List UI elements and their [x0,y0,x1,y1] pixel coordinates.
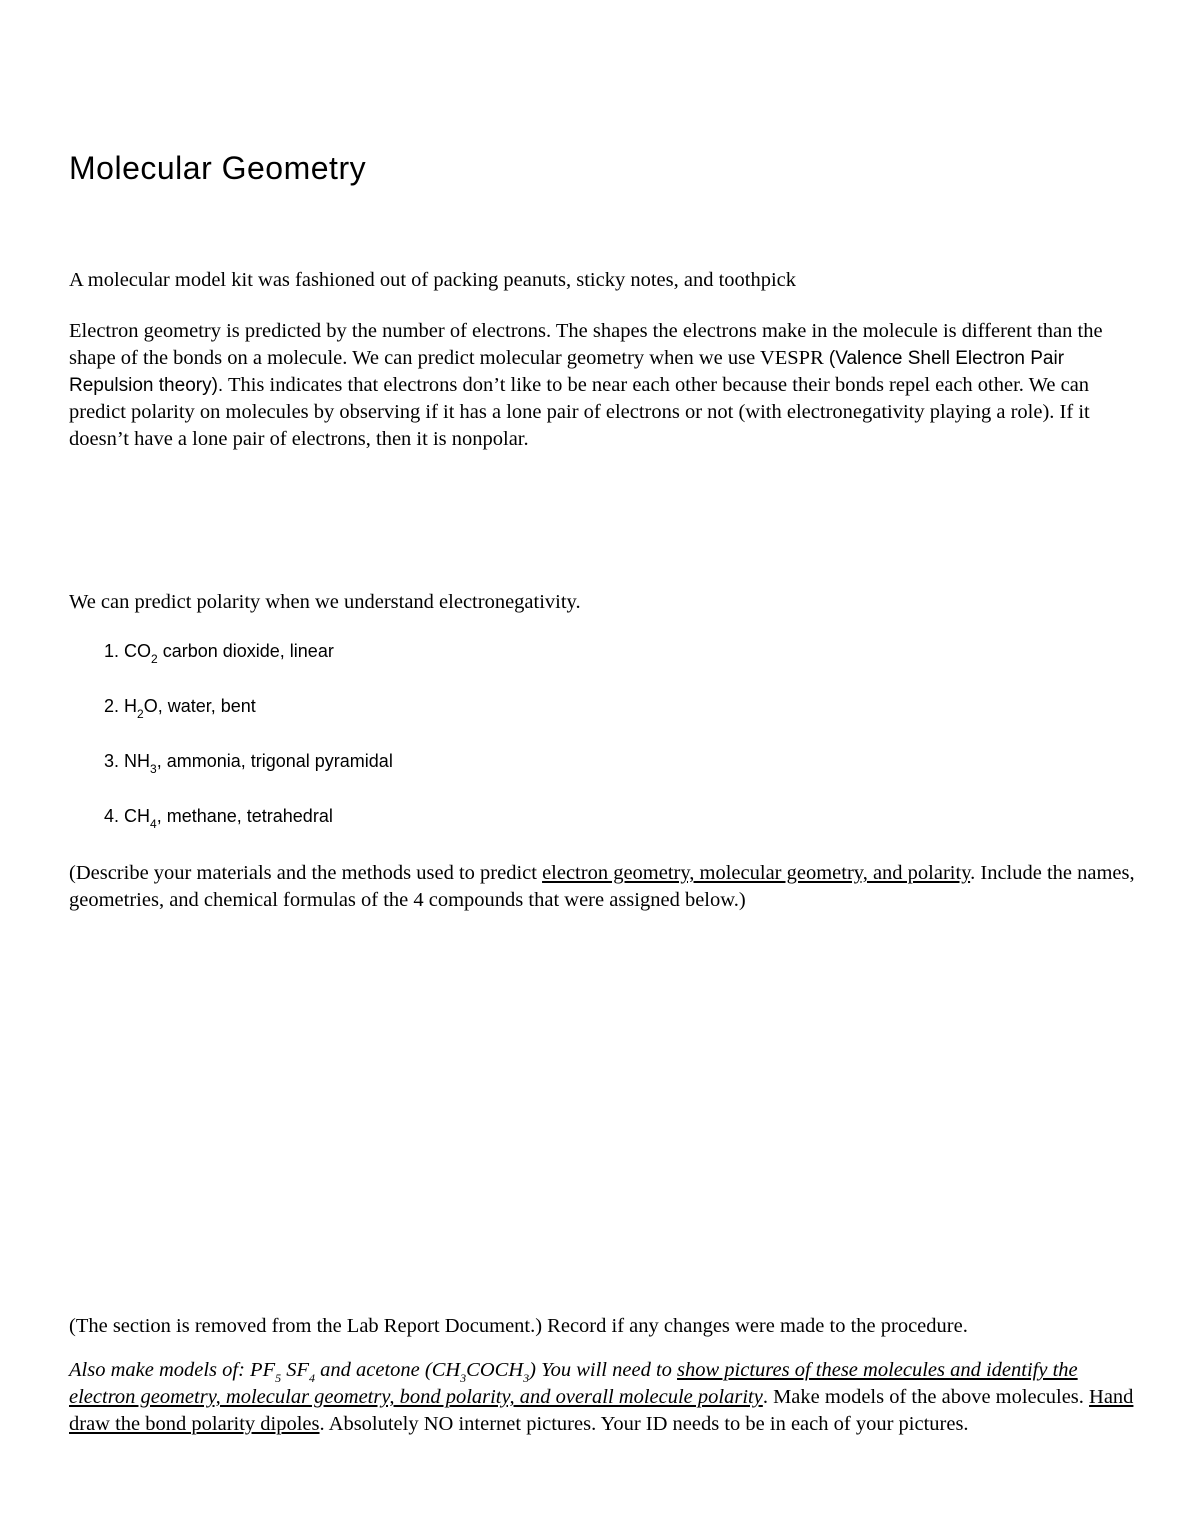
compound-formula: NH [124,751,151,771]
formula-subscript: 2 [137,707,144,721]
list-item [104,750,393,805]
describe-suffix: . Include the names, geometries, and chemical formulas of the 4 compounds that were assigned below.) [69,862,1135,911]
section-removed-paragraph: (The section is removed from the Lab Report Document.) Record if any changes were made to the procedure. [69,1315,968,1337]
formula-subscript: 3 [460,1371,467,1385]
theory-text-2: This indicates that electrons don’t like to be near each other because their bonds repel each other. We can predict polarity on molecules by observing if it has a lone pair of electrons or not (with electronegativity playing a role). If it doesn’t have a lone pair of electrons, then it is nonpolar. [69,374,1090,450]
page-title: Molecular Geometry [69,150,367,186]
formula-subscript: 3 [150,762,157,776]
also-paragraph [69,1357,1139,1438]
dipoles-underlined: Hand draw the bond polarity dipoles [69,1386,1134,1435]
vsepr-definition: (Valence Shell Electron Pair Repulsion theory). [69,348,1065,396]
also-text: . Absolutely NO internet pictures. Your ID needs to be in each of your pictures. [319,1413,969,1435]
also-text: and acetone (CH [315,1359,461,1381]
formula-subscript: 4 [150,817,157,831]
list-number: 2. [104,696,120,716]
list-number: 1. [104,641,120,661]
compound-formula-tail: O [143,696,158,716]
compound-list [104,640,393,860]
list-number: 4. [104,806,120,826]
formula-subscript: 3 [523,1371,530,1385]
compound-description: , methane, tetrahedral [156,806,333,826]
list-item [104,805,393,860]
list-item [104,695,393,750]
also-text: . Make models of the above molecules. [762,1386,1090,1408]
describe-text: (Describe your materials and the methods used to predict [69,862,543,884]
list-item [104,640,393,695]
theory-text-1: Electron geometry is predicted by the number of electrons. The shapes the electrons make in the molecule is different than the shape of the bonds on a molecule. We can predict molecular geometry when we use VESPR [69,320,1103,369]
formula-subscript: 4 [309,1371,315,1385]
also-text: ) You will need to [529,1359,678,1381]
formula-subscript: 5 [275,1371,282,1385]
polarity-statement: We can predict polarity when we understand electronegativity. [69,591,581,613]
also-text: Also make models of: PF [69,1359,276,1381]
intro-paragraph: A molecular model kit was fashioned out of packing peanuts, sticky notes, and toothpick [69,269,797,291]
also-underlined: show pictures of these molecules and identify the electron geometry, molecular geometry, bond polarity, and overall molecule polarity [69,1359,1078,1408]
formula-subscript: 2 [151,652,158,666]
compound-description: , water, bent [157,696,256,716]
also-text: SF [281,1359,309,1381]
compound-formula: CH [124,806,151,826]
compound-formula: CO [124,641,152,661]
also-text: COCH [466,1359,524,1381]
describe-paragraph [69,860,1139,914]
compound-description: , ammonia, trigonal pyramidal [156,751,393,771]
theory-paragraph [69,318,1139,453]
list-number: 3. [104,751,120,771]
describe-underlined: electron geometry, molecular geometry, and polarity [542,862,971,884]
compound-formula: H [124,696,138,716]
compound-description: carbon dioxide, linear [157,641,334,661]
